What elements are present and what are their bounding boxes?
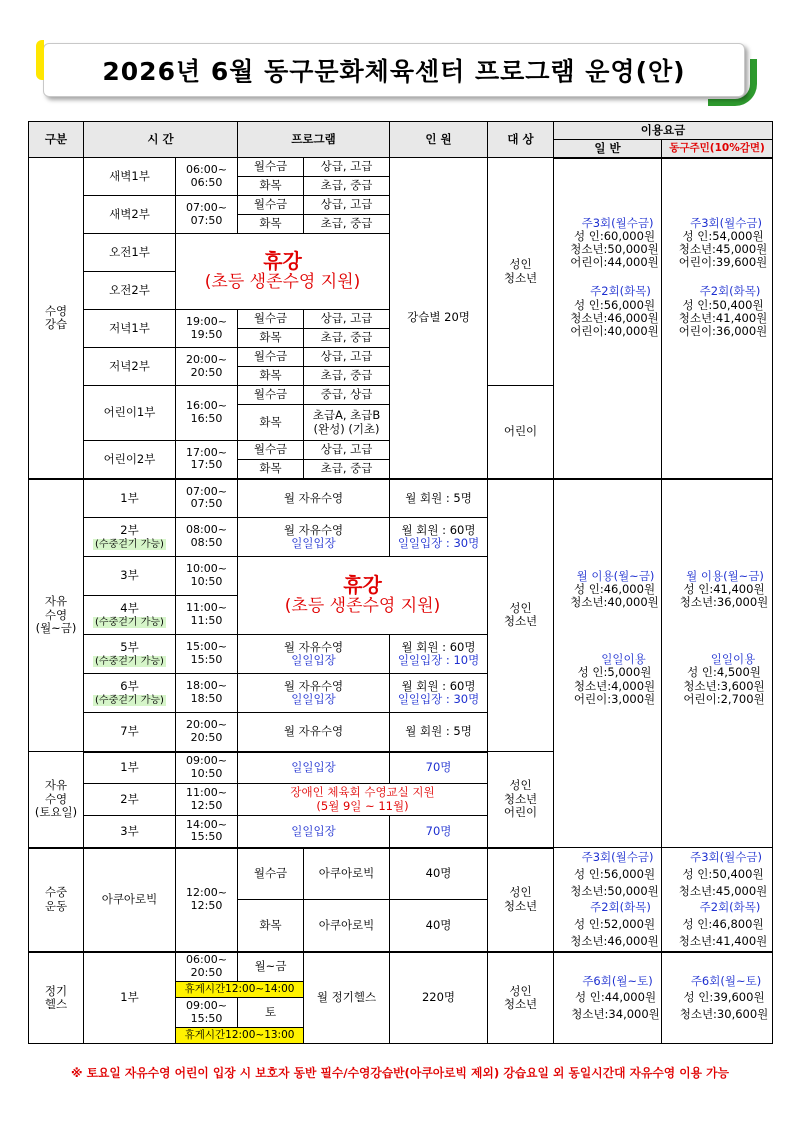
swim-level: 초급, 중급: [304, 215, 390, 234]
swim-days: 월수금: [238, 348, 304, 367]
swim-level: 중급, 상급: [304, 386, 390, 405]
fee-youth: 청소년:41,400원: [678, 933, 768, 948]
fee-heading: 주6회(월~토): [690, 973, 762, 988]
fee-youth: 청소년:45,000원: [678, 883, 768, 898]
swim-category: 수영 강습: [29, 158, 84, 479]
aqua-capacity: 40명: [390, 848, 488, 900]
free-row-name: 1부: [84, 479, 176, 518]
swim-days: 월수금: [238, 310, 304, 329]
closed-title: 휴강: [343, 573, 382, 598]
page-title: 2026년 6월 동구문화체육센터 프로그램 운영(안): [102, 57, 686, 86]
free-row-label: 6부: [120, 678, 139, 693]
swim-closed-notice: [176, 234, 390, 310]
header-category: 구분: [29, 122, 84, 158]
fee-youth: 청소년:41,400원: [678, 310, 768, 325]
free-row-name: [84, 635, 176, 674]
swim-row-name: 새벽1부: [84, 158, 176, 196]
fee-child: 어린이:39,600원: [678, 255, 768, 270]
fee-youth: 청소년:50,000원: [570, 883, 659, 898]
fee-heading: 주2회(화목): [590, 900, 651, 915]
program-table: [28, 121, 773, 1044]
free-fee-general: [554, 479, 662, 848]
fee-adult: 성 인:46,800원: [682, 916, 764, 931]
sat-program: 일일입장: [238, 816, 390, 848]
gym-time: 09:00~ 15:50: [176, 998, 238, 1028]
program-daily: 일일입장: [291, 692, 336, 706]
swim-row-time: 07:00~ 07:50: [176, 196, 238, 234]
program-daily: 일일입장: [291, 536, 336, 550]
swim-row-time: 16:00~ 16:50: [176, 386, 238, 441]
swim-level: 초급, 중급: [304, 367, 390, 386]
aqua-days: 월수금: [238, 848, 304, 900]
sat-row-name: 1부: [84, 752, 176, 784]
fee-adult: 성 인:50,400원: [682, 866, 764, 881]
free-capacity: 월 회원 : 5명: [390, 713, 488, 752]
fee-heading: 주6회(월~토): [582, 973, 653, 988]
aqua-name: 아쿠아로빅: [84, 848, 176, 952]
gym-days: 월~금: [238, 952, 304, 982]
fee-heading: 주3회(월수금): [690, 850, 762, 865]
title-decoration-yellow: [36, 40, 44, 80]
free-row-time: 11:00~ 11:50: [176, 596, 238, 635]
free-row-time: 10:00~ 10:50: [176, 557, 238, 596]
free-capacity: [390, 635, 488, 674]
free-row-label: 2부: [120, 522, 139, 537]
program-daily: 일일입장: [291, 653, 336, 667]
sat-row-name: 2부: [84, 784, 176, 816]
swim-days: 화목: [238, 405, 304, 441]
gym-target: 성인 청소년: [488, 952, 554, 1044]
fee-heading: 일일이용: [601, 652, 646, 667]
gym-break-weekday: 휴게시간12:00~14:00: [176, 982, 304, 998]
title-box: [43, 43, 745, 97]
sat-capacity: 70명: [390, 752, 488, 784]
gym-name: 1부: [84, 952, 176, 1044]
capacity-monthly: 월 회원 : 60명: [401, 639, 476, 654]
free-capacity: [390, 674, 488, 713]
capacity-monthly: 월 회원 : 60명: [401, 678, 476, 693]
swim-days: 월수금: [238, 386, 304, 405]
free-fee-resident: [662, 479, 773, 848]
fee-adult: 성 인:5,000원: [577, 665, 652, 680]
free-program: [238, 635, 390, 674]
fee-youth: 청소년:34,000원: [571, 1007, 660, 1022]
swim-level: 상급, 고급: [304, 348, 390, 367]
swim-days: 화목: [238, 329, 304, 348]
sat-program-support: 장애인 체육회 수영교실 지원 (5월 9일 ~ 11월): [238, 784, 488, 816]
free-program: 월 자유수영: [238, 479, 390, 518]
fee-adult: 성 인:56,000원: [573, 866, 656, 881]
aqua-days: 화목: [238, 900, 304, 952]
swim-level: 상급, 고급: [304, 196, 390, 215]
fee-youth: 청소년:36,000원: [679, 594, 769, 609]
swim-level: 상급, 고급: [304, 441, 390, 460]
sat-capacity: 70명: [390, 816, 488, 848]
walking-tag: (수중걷기 가능): [95, 538, 164, 550]
fee-adult: 성 인:44,000원: [574, 990, 657, 1005]
sat-program: 일일입장: [238, 752, 390, 784]
aqua-capacity: 40명: [390, 900, 488, 952]
swim-row-name: 새벽2부: [84, 196, 176, 234]
free-row-time: 07:00~ 07:50: [176, 479, 238, 518]
walking-tag: (수중걷기 가능): [95, 655, 164, 667]
free-category: 자유 수영 (월~금): [29, 479, 84, 752]
fee-heading: 월 이용(월~금): [576, 568, 655, 583]
fee-adult: 성 인:41,400원: [683, 581, 765, 596]
free-row-label: 5부: [120, 639, 139, 654]
aqua-program: 아쿠아로빅: [304, 900, 390, 952]
swim-row-name: 어린이1부: [84, 386, 176, 441]
swim-level: 상급, 고급: [304, 158, 390, 177]
free-program: 월 자유수영: [238, 713, 390, 752]
swim-row-time: 06:00~ 06:50: [176, 158, 238, 196]
program-monthly: 월 자유수영: [283, 639, 344, 654]
fee-heading: 주3회(월수금): [581, 215, 654, 230]
fee-adult: 성 인:54,000원: [682, 228, 764, 243]
header-fee: 이용요금: [554, 122, 773, 140]
gym-days: 토: [238, 998, 304, 1028]
fee-adult: 성 인:50,400원: [682, 297, 764, 312]
fee-adult: 성 인:52,000원: [573, 916, 656, 931]
swim-level: 상급, 고급: [304, 310, 390, 329]
free-target: 성인 청소년: [488, 479, 554, 752]
fee-adult: 성 인:39,600원: [683, 990, 765, 1005]
fee-child: 어린이:3,000원: [573, 691, 656, 706]
swim-level: 초급A, 초급B (완성) (기초): [304, 405, 390, 441]
gym-break-saturday: 휴게시간12:00~13:00: [176, 1028, 304, 1044]
sat-category: 자유 수영 (토요일): [29, 752, 84, 848]
swim-level: 초급, 중급: [304, 460, 390, 479]
free-row-label: 4부: [120, 600, 139, 615]
aqua-fee-resident: [662, 848, 773, 952]
header-fee-general: 일 반: [554, 140, 662, 158]
free-row-name: [84, 518, 176, 557]
walking-tag: (수중걷기 가능): [95, 694, 164, 706]
closed-title: 휴강: [263, 249, 302, 274]
swim-row-name: 저녁1부: [84, 310, 176, 348]
swim-capacity: 강습별 20명: [390, 158, 488, 479]
gym-time: 06:00~ 20:50: [176, 952, 238, 982]
capacity-monthly: 월 회원 : 60명: [401, 522, 476, 537]
sat-row-time: 09:00~ 10:50: [176, 752, 238, 784]
swim-days: 월수금: [238, 196, 304, 215]
sat-row-time: 11:00~ 12:50: [176, 784, 238, 816]
swim-level: 초급, 중급: [304, 329, 390, 348]
swim-days: 화목: [238, 215, 304, 234]
program-monthly: 월 자유수영: [283, 678, 344, 693]
swim-row-name: 저녁2부: [84, 348, 176, 386]
fee-adult: 성 인:56,000원: [573, 297, 656, 312]
capacity-daily: 일일입장 : 30명: [397, 692, 480, 706]
sat-row-name: 3부: [84, 816, 176, 848]
swim-level: 초급, 중급: [304, 177, 390, 196]
aqua-target: 성인 청소년: [488, 848, 554, 952]
swim-target-child: 어린이: [488, 386, 554, 479]
free-row-time: 18:00~ 18:50: [176, 674, 238, 713]
aqua-program: 아쿠아로빅: [304, 848, 390, 900]
header-fee-resident: 동구주민(10%감면): [662, 140, 773, 158]
header-target: 대 상: [488, 122, 554, 158]
header-capacity: 인 원: [390, 122, 488, 158]
aqua-fee-general: [554, 848, 662, 952]
gym-capacity: 220명: [390, 952, 488, 1044]
swim-days: 월수금: [238, 158, 304, 177]
fee-youth: 청소년:40,000원: [570, 594, 659, 609]
free-row-name: 3부: [84, 557, 176, 596]
walking-tag: (수중걷기 가능): [95, 616, 164, 628]
gym-fee-general: [554, 952, 662, 1044]
footnote: ※ 토요일 자유수영 어린이 입장 시 보호자 동반 필수/수영강습반(아쿠아로빅 제외) 강습요일 외 동일시간대 자유수영 이용 가능: [71, 1066, 729, 1080]
fee-child: 어린이:40,000원: [570, 324, 659, 339]
free-capacity: [390, 518, 488, 557]
fee-adult: 성 인:4,500원: [687, 665, 761, 680]
gym-fee-resident: [662, 952, 773, 1044]
swim-fee-resident: [662, 158, 773, 479]
closed-subtitle: (초등 생존수영 지원): [284, 596, 441, 617]
header-program: 프로그램: [238, 122, 390, 158]
program-monthly: 월 자유수영: [283, 522, 344, 537]
fee-youth: 청소년:4,000원: [573, 678, 656, 693]
fee-youth: 청소년:3,600원: [683, 678, 765, 693]
aqua-category: 수중 운동: [29, 848, 84, 952]
free-row-time: 08:00~ 08:50: [176, 518, 238, 557]
free-row-time: 15:00~ 15:50: [176, 635, 238, 674]
swim-days: 화목: [238, 367, 304, 386]
fee-adult: 성 인:60,000원: [573, 228, 656, 243]
gym-program: 월 정기헬스: [304, 952, 390, 1044]
fee-heading: 주3회(월수금): [581, 850, 654, 865]
free-row-name: [84, 674, 176, 713]
fee-child: 어린이:36,000원: [678, 324, 768, 339]
sat-row-time: 14:00~ 15:50: [176, 816, 238, 848]
free-program: [238, 674, 390, 713]
closed-subtitle: (초등 생존수영 지원): [204, 272, 361, 293]
swim-days: 월수금: [238, 441, 304, 460]
swim-fee-general: [554, 158, 662, 479]
swim-row-time: 19:00~ 19:50: [176, 310, 238, 348]
swim-days: 화목: [238, 177, 304, 196]
header-time: 시 간: [84, 122, 238, 158]
fee-heading: 주2회(화목): [699, 900, 761, 915]
swim-row-time: 17:00~ 17:50: [176, 441, 238, 479]
swim-row-name: 어린이2부: [84, 441, 176, 479]
fee-heading: 주2회(화목): [590, 284, 651, 299]
fee-youth: 청소년:46,000원: [570, 933, 659, 948]
swim-target-adult: 성인 청소년: [488, 158, 554, 386]
aqua-time: 12:00~ 12:50: [176, 848, 238, 952]
swim-row-name: 오전1부: [84, 234, 176, 272]
fee-youth: 청소년:46,000원: [570, 310, 659, 325]
fee-child: 어린이:44,000원: [570, 255, 659, 270]
free-closed-notice: [238, 557, 488, 635]
sat-target: 성인 청소년 어린이: [488, 752, 554, 848]
free-row-name: 7부: [84, 713, 176, 752]
capacity-daily: 일일입장 : 30명: [397, 536, 480, 550]
free-row-time: 20:00~ 20:50: [176, 713, 238, 752]
fee-heading: 주3회(월수금): [690, 215, 762, 230]
free-capacity: 월 회원 : 5명: [390, 479, 488, 518]
capacity-daily: 일일입장 : 10명: [397, 653, 480, 667]
gym-category: 정기 헬스: [29, 952, 84, 1044]
title-banner: [33, 37, 757, 101]
swim-row-time: 20:00~ 20:50: [176, 348, 238, 386]
fee-heading: 일일이용: [710, 652, 756, 667]
fee-heading: 월 이용(월~금): [686, 568, 764, 583]
fee-youth: 청소년:50,000원: [570, 241, 659, 256]
free-row-name: [84, 596, 176, 635]
free-program: [238, 518, 390, 557]
swim-days: 화목: [238, 460, 304, 479]
fee-adult: 성 인:46,000원: [573, 581, 656, 596]
fee-child: 어린이:2,700원: [683, 691, 765, 706]
fee-youth: 청소년:45,000원: [678, 241, 768, 256]
swim-row-name: 오전2부: [84, 272, 176, 310]
fee-heading: 주2회(화목): [699, 284, 761, 299]
fee-youth: 청소년:30,600원: [679, 1007, 769, 1022]
